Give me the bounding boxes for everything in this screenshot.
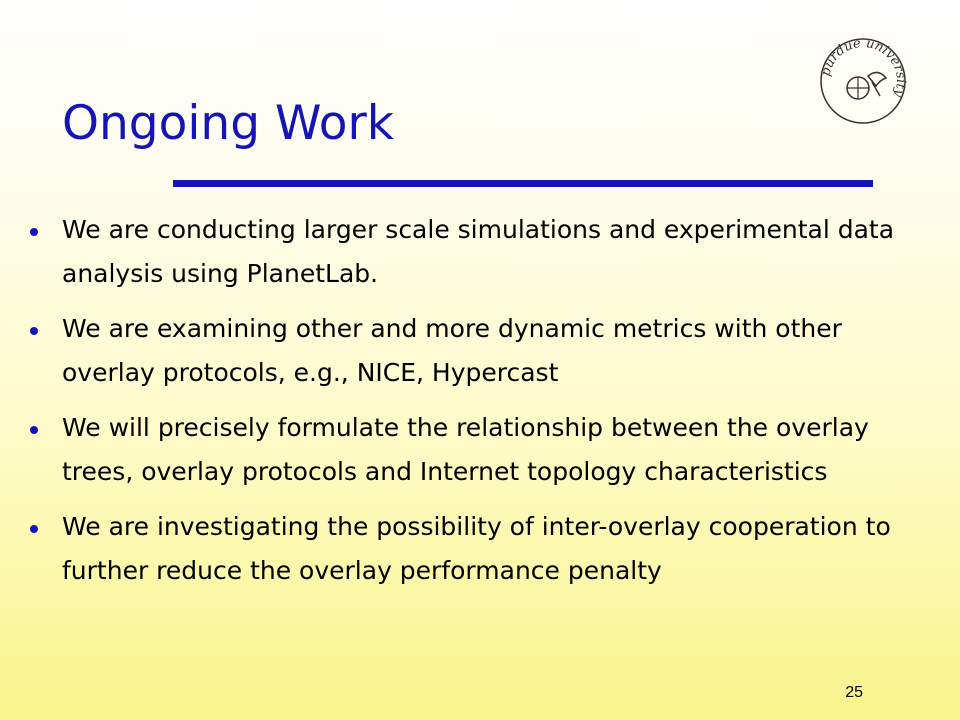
bullet-item: [0, 505, 960, 593]
bullet-text: We will precisely formulate the relationship between the overlay trees, overlay protocols and Internet topology characteristics: [62, 413, 869, 486]
bullet-dot-icon: [30, 525, 38, 533]
bullet-item: [0, 406, 960, 494]
bullet-item: [0, 208, 960, 296]
bullet-list: [0, 208, 960, 604]
bullet-text: We are examining other and more dynamic metrics with other overlay protocols, e.g., NICE, Hypercast: [62, 314, 842, 387]
bullet-text: We are investigating the possibility of inter-overlay cooperation to further reduce the overlay performance penalty: [62, 512, 891, 585]
page-number: 25: [845, 684, 863, 701]
slide-title: Ongoing Work: [62, 96, 395, 151]
university-seal-logo: [818, 36, 908, 126]
bullet-dot-icon: [30, 426, 38, 434]
bullet-text: We are conducting larger scale simulations and experimental data analysis using PlanetLab.: [62, 215, 895, 288]
title-divider: [173, 180, 873, 187]
bullet-item: [0, 307, 960, 395]
bullet-dot-icon: [30, 228, 38, 236]
svg-text:purdue university: purdue university: [818, 36, 908, 99]
bullet-dot-icon: [30, 327, 38, 335]
